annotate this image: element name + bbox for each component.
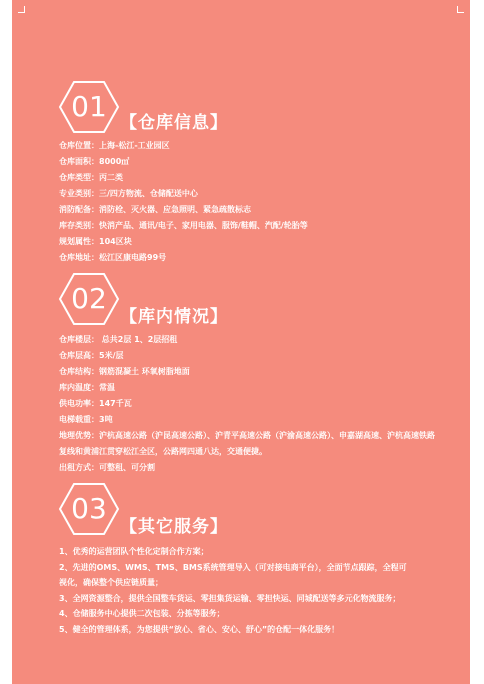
list-item: 3、全网资源整合，提供全国整车货运、零担集货运输、零担快运、同城配送等多元化物流服务；	[59, 593, 401, 603]
list-item: 2、先进的OMS、WMS、TMS、BMS系统管理导入（可对接电商平台），全面节点跟踪，全程可视化，确保整个供应链质量；	[59, 562, 407, 587]
info-row: 仓库地址：松江区康电路99号	[59, 253, 167, 262]
info-row: 库存类别：快消产品、通讯/电子、家用电器、服饰/鞋帽、汽配/轮胎等	[59, 221, 308, 230]
info-row: 仓库面积：8000㎡	[59, 157, 130, 166]
section-number: 03	[71, 492, 107, 525]
interior-info-list	[59, 332, 439, 476]
section-title-interior: 【库内情况】	[120, 307, 228, 327]
info-row: 仓库位置：上海-松江-工业园区	[59, 141, 170, 150]
info-row: 供电功率：147千瓦	[59, 399, 132, 408]
section-title-warehouse-info: 【仓库信息】	[120, 113, 228, 133]
info-row: 电梯载重：3吨	[59, 415, 113, 424]
list-item: 1、优秀的运营团队个性化定制合作方案；	[59, 547, 209, 556]
section-number: 02	[71, 282, 107, 315]
info-row: 仓库楼层： 总共2层 1、2层招租	[59, 335, 178, 344]
section-number: 01	[71, 90, 107, 123]
info-row: 仓库层高：5米/层	[59, 351, 124, 360]
warehouse-info-list	[59, 138, 439, 266]
services-list	[59, 544, 411, 637]
info-row: 库内温度：常温	[59, 383, 115, 392]
info-row: 出租方式：可整租、可分割	[59, 463, 155, 472]
info-row: 专业类别：三/四方物流、仓储配送中心	[59, 189, 198, 198]
info-row: 规划属性：104区块	[59, 237, 132, 246]
info-row: 消防配备：消防栓、灭火器、应急照明、紧急疏散标志	[59, 205, 251, 214]
section-title-other-services: 【其它服务】	[120, 517, 228, 537]
brochure-page	[12, 0, 470, 684]
section-number-badge	[58, 80, 120, 134]
section-number-badge	[58, 272, 120, 326]
info-row: 仓库结构：钢筋混凝土 环氧树脂地面	[59, 367, 190, 376]
info-row: 仓库类型：丙二类	[59, 173, 123, 182]
list-item: 4、仓储服务中心提供二次包装、分拣等服务；	[59, 609, 225, 618]
info-row: 地理优势：沪杭高速公路（沪昆高速公路）、沪青平高速公路（沪渝高速公路）、申嘉湖高速、沪杭高速铁路复线和黄浦江贯穿松江全区，公路网四通八达，交通便捷。	[59, 431, 435, 456]
section-number-badge	[58, 482, 120, 536]
list-item: 5、健全的管理体系，为您提供“放心、省心、安心、舒心”的仓配一体化服务！	[59, 624, 340, 634]
